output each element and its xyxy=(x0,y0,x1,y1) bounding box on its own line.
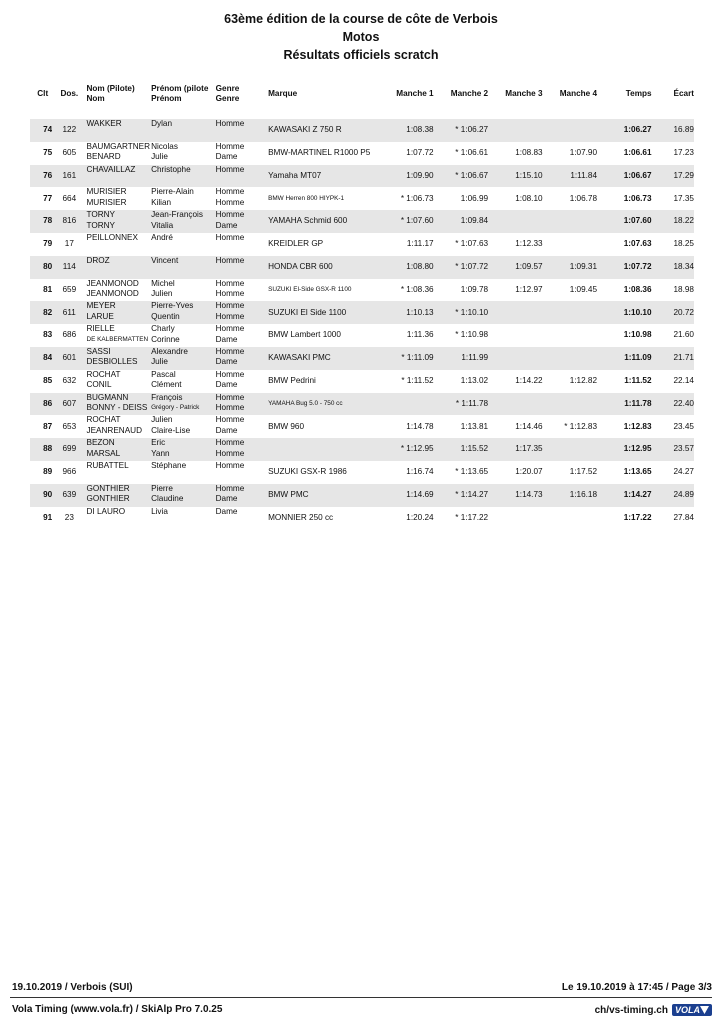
cell-ecart: 23.57 xyxy=(652,438,694,461)
cell-genre: Homme xyxy=(215,232,245,242)
cell-clt: 79 xyxy=(43,239,53,249)
col-nom: Nom (Pilote) Nom xyxy=(86,84,135,103)
category-title: Motos xyxy=(342,30,380,44)
cell-manche-1: 1:11.17 xyxy=(406,239,434,249)
cell-clt: 90 xyxy=(30,484,52,507)
col-clt: Clt xyxy=(37,89,49,98)
cell-genre: Homme Dame xyxy=(216,210,266,233)
cell-clt: 88 xyxy=(30,438,52,461)
cell-nom: RIELLE DE KALBERMATTEN xyxy=(86,324,149,343)
cell-ecart: 18.34 xyxy=(652,256,694,279)
cell-prenom: Dylan xyxy=(151,119,216,142)
cell-prenom: Pierre-Yves Quentin xyxy=(151,301,216,324)
cell-temps: 1:08.36 xyxy=(623,284,652,294)
cell-manche-2: * 1:07.72 xyxy=(434,256,488,279)
cell-ecart: 22.40 xyxy=(652,393,694,416)
cell-genre: Homme xyxy=(216,119,266,142)
cell-manche-2: * 1:07.63 xyxy=(455,239,489,249)
cell-marque: YAMAHA Schmid 600 xyxy=(266,210,379,233)
cell-manche-3: 1:08.10 xyxy=(515,193,543,203)
cell-dos: 23 xyxy=(64,512,74,522)
cell-manche-1: 1:14.69 xyxy=(379,484,433,507)
cell-prenom: Pierre Claudine xyxy=(151,484,216,507)
cell-manche-2: 1:06.99 xyxy=(460,193,489,203)
cell-marque: BMW-MARTINEL R1000 P5 xyxy=(268,147,371,157)
cell-clt: 86 xyxy=(30,393,52,416)
cell-temps: 1:06.61 xyxy=(623,147,652,157)
cell-manche-3: 1:17.35 xyxy=(488,438,542,461)
cell-clt: 83 xyxy=(43,330,53,340)
table-row xyxy=(30,461,694,484)
footer-date-place: 19.10.2019 / Verbois (SUI) xyxy=(12,982,133,993)
cell-marque: MONNIER 250 cc xyxy=(268,512,334,522)
cell-ecart: 24.27 xyxy=(673,467,694,477)
table-row xyxy=(30,187,694,210)
cell-manche-1: * 1:06.73 xyxy=(400,193,434,203)
cell-clt: 80 xyxy=(30,256,52,279)
cell-manche-3 xyxy=(488,210,542,233)
table-row xyxy=(30,438,694,461)
cell-prenom: Charly Corinne xyxy=(151,324,180,344)
cell-marque: SUZUKI GSX-R 1986 xyxy=(268,467,347,477)
cell-manche-3 xyxy=(488,393,542,416)
cell-prenom: François Grégory - Patrick xyxy=(151,393,216,416)
cell-manche-4: 1:17.52 xyxy=(569,467,598,477)
cell-dos: 601 xyxy=(52,347,86,370)
cell-clt: 81 xyxy=(43,284,53,294)
cell-nom: BUGMANN BONNY - DEISS xyxy=(86,393,151,416)
cell-clt: 82 xyxy=(30,301,52,324)
cell-manche-1: * 1:07.60 xyxy=(379,210,433,233)
cell-ecart: 23.45 xyxy=(673,421,694,431)
cell-clt: 74 xyxy=(30,119,52,142)
cell-manche-4 xyxy=(543,233,597,256)
cell-prenom: Jean-François Vitalia xyxy=(151,210,216,233)
cell-manche-3: 1:14.22 xyxy=(515,375,543,385)
cell-manche-4 xyxy=(543,347,597,370)
cell-manche-1 xyxy=(379,393,433,416)
cell-temps: 1:06.73 xyxy=(623,193,652,203)
table-row xyxy=(30,301,694,324)
cell-manche-3: 1:09.57 xyxy=(488,256,542,279)
cell-temps: 1:11.09 xyxy=(597,347,651,370)
cell-temps: 1:06.67 xyxy=(597,165,651,188)
cell-prenom: Nicolas Julie xyxy=(151,141,178,162)
cell-manche-2: * 1:06.27 xyxy=(434,119,488,142)
cell-nom: MURISIER MURISIER xyxy=(86,187,127,207)
cell-manche-2: * 1:17.22 xyxy=(455,512,489,522)
cell-manche-1: 1:08.38 xyxy=(379,119,433,142)
cell-nom: DROZ xyxy=(86,256,151,279)
cell-dos: 966 xyxy=(62,467,77,477)
table-row xyxy=(30,256,694,279)
cell-prenom: Livia xyxy=(151,506,168,516)
cell-genre: Homme Dame xyxy=(215,141,245,162)
cell-ecart: 22.14 xyxy=(673,375,694,385)
cell-temps: 1:11.52 xyxy=(624,375,652,385)
cell-genre: Homme Homme xyxy=(216,301,266,324)
col-prenom: Prénom (pilote Prénom xyxy=(151,84,209,103)
cell-manche-1: 1:16.74 xyxy=(406,467,434,477)
cell-marque: BMW PMC xyxy=(266,484,379,507)
table-row xyxy=(30,507,694,530)
cell-manche-2: 1:11.99 xyxy=(434,347,488,370)
cell-manche-2: 1:09.84 xyxy=(434,210,488,233)
cell-genre: Homme Dame xyxy=(215,369,245,390)
cell-ecart: 18.22 xyxy=(652,210,694,233)
cell-manche-4 xyxy=(543,119,597,142)
cell-dos: 605 xyxy=(62,147,77,157)
cell-manche-3: 1:15.10 xyxy=(488,165,542,188)
cell-ecart: 17.35 xyxy=(673,193,694,203)
cell-manche-2: * 1:14.27 xyxy=(434,484,488,507)
cell-dos: 653 xyxy=(62,421,77,431)
cell-nom: RUBATTEL xyxy=(86,460,129,470)
footer-site-group xyxy=(595,1004,712,1016)
col-dos: Dos. xyxy=(60,89,79,98)
cell-nom: TORNY TORNY xyxy=(86,210,151,233)
vola-logo: VOLA xyxy=(672,1004,712,1016)
cell-marque: SUZUKI El-Side GSX-R 1100 xyxy=(268,285,352,293)
cell-manche-4: 1:06.78 xyxy=(569,193,598,203)
cell-marque: BMW Herren 800 HIYPK-1 xyxy=(268,194,345,202)
cell-manche-4 xyxy=(543,210,597,233)
cell-manche-3: 1:14.73 xyxy=(488,484,542,507)
cell-prenom: Eric Yann xyxy=(151,438,216,461)
col-genre: Genre Genre xyxy=(215,84,240,103)
cell-nom: ROCHAT JEANRENAUD xyxy=(86,415,142,435)
table-row xyxy=(30,142,694,165)
cell-manche-2: 1:15.52 xyxy=(434,438,488,461)
table-row xyxy=(30,233,694,256)
cell-temps: 1:13.65 xyxy=(623,467,652,477)
cell-temps: 1:10.10 xyxy=(597,301,651,324)
cell-genre: Homme Homme xyxy=(216,438,266,461)
table-row xyxy=(30,210,694,233)
col-ecart: Écart xyxy=(673,89,694,98)
cell-dos: 816 xyxy=(52,210,86,233)
cell-ecart: 21.71 xyxy=(652,347,694,370)
cell-clt: 75 xyxy=(43,147,53,157)
cell-temps: 1:07.63 xyxy=(623,239,652,249)
cell-temps: 1:11.78 xyxy=(597,393,651,416)
cell-ecart: 16.89 xyxy=(652,119,694,142)
cell-dos: 664 xyxy=(62,193,77,203)
cell-nom: JEANMONOD JEANMONOD xyxy=(86,278,139,299)
cell-manche-3: 1:12.33 xyxy=(515,239,543,249)
results-table xyxy=(30,84,694,529)
cell-marque: BMW Lambert 1000 xyxy=(268,330,341,340)
cell-prenom: André xyxy=(151,232,173,242)
cell-ecart: 24.89 xyxy=(652,484,694,507)
cell-dos: 639 xyxy=(52,484,86,507)
cell-ecart: 20.72 xyxy=(652,301,694,324)
cell-clt: 76 xyxy=(30,165,52,188)
cell-manche-1: 1:10.13 xyxy=(379,301,433,324)
cell-temps: 1:14.27 xyxy=(597,484,651,507)
cell-marque: Yamaha MT07 xyxy=(266,165,379,188)
footer-divider xyxy=(10,997,712,998)
cell-genre: Homme Homme xyxy=(215,278,245,299)
cell-manche-3: 1:14.46 xyxy=(515,421,543,431)
cell-manche-2: * 1:11.78 xyxy=(434,393,488,416)
cell-dos: 17 xyxy=(64,239,74,249)
cell-manche-1: 1:11.36 xyxy=(406,330,434,340)
table-row xyxy=(30,484,694,507)
cell-temps: 1:12.95 xyxy=(597,438,651,461)
cell-temps: 1:07.72 xyxy=(597,256,651,279)
results-subtitle: Résultats officiels scratch xyxy=(283,48,439,62)
cell-marque: KAWASAKI Z 750 R xyxy=(266,119,379,142)
cell-dos: 607 xyxy=(52,393,86,416)
cell-manche-1: 1:08.80 xyxy=(379,256,433,279)
footer-software: Vola Timing (www.vola.fr) / SkiAlp Pro 7.0.25 xyxy=(12,1004,223,1015)
cell-manche-4: 1:09.31 xyxy=(543,256,597,279)
col-marque: Marque xyxy=(268,89,298,98)
cell-nom: BEZON MARSAL xyxy=(86,438,151,461)
cell-manche-1: 1:20.24 xyxy=(406,512,434,522)
cell-dos: 161 xyxy=(52,165,86,188)
cell-prenom: Vincent xyxy=(151,256,216,279)
cell-manche-3: 1:20.07 xyxy=(515,467,543,477)
cell-prenom: Stéphane xyxy=(151,460,187,470)
cell-manche-4: 1:16.18 xyxy=(543,484,597,507)
cell-marque: BMW Pedrini xyxy=(268,375,316,385)
cell-dos: 632 xyxy=(62,375,77,385)
cell-manche-3 xyxy=(488,301,542,324)
cell-prenom: Alexandre Julie xyxy=(151,347,216,370)
cell-manche-3 xyxy=(488,507,542,530)
cell-genre: Homme Dame xyxy=(216,347,266,370)
cell-manche-4 xyxy=(543,324,597,347)
cell-clt: 85 xyxy=(43,375,53,385)
cell-manche-1: 1:07.72 xyxy=(406,147,434,157)
cell-marque: YAMAHA Bug 5.0 - 750 cc xyxy=(266,393,379,416)
col-manche-1: Manche 1 xyxy=(396,89,434,98)
cell-ecart: 18.98 xyxy=(673,284,694,294)
table-row xyxy=(30,415,694,438)
cell-manche-4: 1:11.84 xyxy=(543,165,597,188)
cell-ecart: 27.84 xyxy=(673,512,694,522)
cell-ecart: 17.29 xyxy=(652,165,694,188)
cell-ecart: 17.23 xyxy=(673,147,694,157)
cell-marque: HONDA CBR 600 xyxy=(266,256,379,279)
cell-temps: 1:10.98 xyxy=(623,330,652,340)
cell-manche-3: 1:08.83 xyxy=(515,147,543,157)
cell-ecart: 18.25 xyxy=(673,239,694,249)
cell-clt: 87 xyxy=(43,421,53,431)
cell-clt: 84 xyxy=(30,347,52,370)
cell-manche-4: 1:09.45 xyxy=(569,284,598,294)
cell-marque: KREIDLER GP xyxy=(268,239,324,249)
cell-manche-2: 1:09.78 xyxy=(460,284,489,294)
cell-nom: CHAVAILLAZ xyxy=(86,165,151,188)
cell-genre: Homme Dame xyxy=(215,324,245,344)
cell-prenom: Pierre-Alain Kilian xyxy=(151,187,194,207)
col-temps: Temps xyxy=(625,89,652,98)
cell-nom: ROCHAT CONIL xyxy=(86,369,121,390)
cell-temps: 1:17.22 xyxy=(623,512,652,522)
table-row xyxy=(30,324,694,347)
header-row xyxy=(30,84,694,111)
cell-nom: SASSI DESBIOLLES xyxy=(86,347,151,370)
cell-manche-2: * 1:10.98 xyxy=(455,330,489,340)
cell-manche-4 xyxy=(543,301,597,324)
cell-manche-4 xyxy=(543,507,597,530)
cell-nom: DI LAURO xyxy=(86,506,126,516)
cell-manche-2: * 1:06.67 xyxy=(434,165,488,188)
cell-genre: Homme Homme xyxy=(216,393,266,416)
cell-manche-4 xyxy=(543,393,597,416)
cell-nom: MEYER LARUE xyxy=(86,301,151,324)
cell-clt: 77 xyxy=(43,193,53,203)
cell-dos: 611 xyxy=(52,301,86,324)
cell-manche-4: * 1:12.83 xyxy=(564,421,598,431)
cell-prenom: Michel Julien xyxy=(151,278,175,299)
cell-dos: 114 xyxy=(52,256,86,279)
cell-nom: WAKKER xyxy=(86,119,151,142)
event-title: 63ème édition de la course de côte de Verbois xyxy=(224,12,498,26)
table-row xyxy=(30,370,694,393)
cell-manche-4: 1:12.82 xyxy=(569,375,598,385)
title-block xyxy=(0,10,722,64)
cell-manche-2: 1:13.02 xyxy=(460,375,489,385)
cell-manche-1: 1:09.90 xyxy=(379,165,433,188)
cell-marque: KAWASAKI PMC xyxy=(266,347,379,370)
cell-marque: BMW 960 xyxy=(268,421,305,431)
cell-manche-2: 1:13.81 xyxy=(460,421,489,431)
cell-nom: GONTHIER GONTHIER xyxy=(86,484,151,507)
cell-manche-4: 1:07.90 xyxy=(569,147,598,157)
cell-prenom: Pascal Clément xyxy=(151,369,182,390)
cell-dos: 659 xyxy=(62,284,77,294)
cell-marque: SUZUKI El Side 1100 xyxy=(266,301,379,324)
cell-manche-2: * 1:13.65 xyxy=(455,467,489,477)
cell-manche-1: * 1:11.09 xyxy=(379,347,433,370)
cell-ecart: 21.60 xyxy=(673,330,694,340)
cell-genre: Homme Dame xyxy=(216,484,266,507)
cell-temps: 1:07.60 xyxy=(597,210,651,233)
cell-nom: BAUMGARTNER BENARD xyxy=(86,141,151,162)
cell-genre: Homme Homme xyxy=(215,187,245,207)
cell-prenom: Christophe xyxy=(151,165,216,188)
cell-genre: Dame xyxy=(215,506,238,516)
table-row xyxy=(30,165,694,188)
cell-nom: PEILLONNEX xyxy=(86,232,138,242)
cell-manche-3 xyxy=(488,119,542,142)
cell-dos: 686 xyxy=(62,330,77,340)
cell-dos: 699 xyxy=(52,438,86,461)
vola-logo-icon xyxy=(700,1006,709,1014)
cell-manche-1: * 1:12.95 xyxy=(379,438,433,461)
col-manche-2: Manche 2 xyxy=(450,89,489,98)
col-manche-4: Manche 4 xyxy=(559,89,598,98)
footer-printed: Le 19.10.2019 à 17:45 / Page 3/3 xyxy=(561,982,712,993)
cell-temps: 1:12.83 xyxy=(623,421,652,431)
cell-dos: 122 xyxy=(52,119,86,142)
cell-genre: Homme xyxy=(216,256,266,279)
cell-manche-3 xyxy=(488,347,542,370)
cell-genre: Homme xyxy=(216,165,266,188)
footer-site: ch/vs-timing.ch xyxy=(594,1004,668,1016)
results-body xyxy=(30,119,694,529)
cell-marque xyxy=(266,438,379,461)
cell-manche-2: * 1:10.10 xyxy=(434,301,488,324)
col-manche-3: Manche 3 xyxy=(505,89,543,98)
table-row xyxy=(30,393,694,416)
cell-prenom: Julien Claire-Lise xyxy=(151,415,191,435)
cell-manche-3 xyxy=(488,324,542,347)
cell-temps: 1:06.27 xyxy=(597,119,651,142)
cell-manche-3: 1:12.97 xyxy=(515,284,543,294)
cell-genre: Homme xyxy=(215,460,245,470)
cell-manche-1: 1:14.78 xyxy=(406,421,434,431)
table-row xyxy=(30,279,694,302)
cell-manche-1: * 1:11.52 xyxy=(401,375,434,385)
table-row xyxy=(30,347,694,370)
cell-clt: 89 xyxy=(43,467,53,477)
cell-genre: Homme Dame xyxy=(215,415,245,435)
cell-clt: 91 xyxy=(43,512,53,522)
cell-manche-2: * 1:06.61 xyxy=(455,147,489,157)
table-row xyxy=(30,119,694,142)
cell-manche-4 xyxy=(543,438,597,461)
cell-manche-1: * 1:08.36 xyxy=(400,284,434,294)
cell-clt: 78 xyxy=(30,210,52,233)
